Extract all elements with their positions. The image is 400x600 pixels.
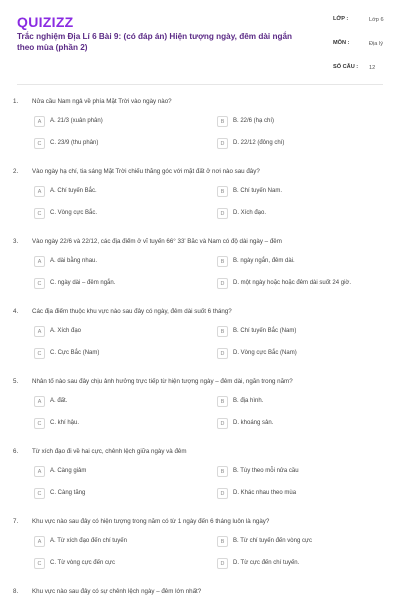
option-letter: B [217, 256, 228, 267]
option-letter: C [34, 558, 45, 569]
option-text: D. Vòng cực Bắc (Nam) [233, 350, 297, 356]
question-number: 1. [13, 98, 19, 105]
option-text: C. Cực Bắc (Nam) [50, 350, 100, 356]
option-text: C. Từ vòng cực đến cực [50, 560, 115, 566]
question-number: 8. [13, 588, 19, 595]
question-item [0, 304, 400, 374]
option-text: D. Xích đạo. [233, 210, 267, 216]
quizizz-logo: QUIZIZZ [17, 14, 74, 30]
option-text: C. ngày dài – đêm ngắn. [50, 280, 116, 286]
question-number: 7. [13, 518, 19, 525]
option-letter: B [217, 396, 228, 407]
option-letter: C [34, 208, 45, 219]
option-letter: D [217, 138, 228, 149]
option-letter: A [34, 466, 45, 477]
question-number: 2. [13, 168, 19, 175]
option-text: B. địa hình. [233, 398, 264, 404]
option-letter: A [34, 256, 45, 267]
option-text: A. Xích đạo [50, 328, 82, 334]
option-text: D. Khác nhau theo mùa [233, 490, 297, 496]
worksheet-header [0, 0, 400, 84]
class-value: Lớp 6 [369, 17, 384, 23]
option-text: A. Từ xích đạo đến chí tuyến [50, 538, 127, 544]
option-letter: D [217, 558, 228, 569]
option-letter: D [217, 488, 228, 499]
option-text: A. Chí tuyến Bắc. [50, 188, 97, 194]
option-letter: A [34, 116, 45, 127]
option-letter: C [34, 278, 45, 289]
question-item [0, 374, 400, 444]
option-text: D. 22/12 (đông chí) [233, 140, 285, 146]
option-text: D. khoáng sản. [233, 420, 274, 426]
option-letter: B [217, 326, 228, 337]
option-letter: C [34, 138, 45, 149]
option-text: D. một ngày hoặc hoặc đêm dài suốt 24 giờ. [233, 280, 352, 286]
question-item [0, 584, 400, 600]
question-item [0, 444, 400, 514]
question-item [0, 164, 400, 234]
question-number: 4. [13, 308, 19, 315]
meta-panel [333, 14, 393, 76]
option-letter: C [34, 348, 45, 359]
question-text: Khu vực nào sau đây có sự chênh lệch ngày – đêm lớn nhất? [32, 588, 202, 595]
option-letter: C [34, 488, 45, 499]
question-text: Khu vực nào sau đây có hiện tượng trong năm có từ 1 ngày đến 6 tháng luôn là ngày? [32, 518, 270, 525]
option-text: C. Vòng cực Bắc. [50, 210, 98, 216]
option-letter: A [34, 536, 45, 547]
option-text: B. Tùy theo mỗi nửa cầu [233, 468, 299, 474]
question-text: Nửa cầu Nam ngả về phía Mặt Trời vào ngày nào? [32, 98, 172, 105]
question-text: Nhân tố nào sau đây chịu ảnh hưởng trực tiếp từ hiện tượng ngày – đêm dài, ngắn trong năm? [32, 378, 293, 385]
question-text: Vào ngày hạ chí, tia sáng Mặt Trời chiếu thẳng góc với mặt đất ở nơi nào sau đây? [32, 168, 260, 175]
option-text: A. 21/3 (xuân phân) [50, 118, 103, 124]
page-title: Trắc nghiệm Địa Lí 6 Bài 9: (có đáp án) Hiện tượng ngày, đêm dài ngắn theo mùa (phần 2) [17, 32, 293, 52]
count-value: 12 [369, 65, 376, 71]
option-text: B. ngày ngắn, đêm dài. [233, 258, 295, 264]
option-text: C. 23/9 (thu phân) [50, 140, 99, 146]
option-letter: C [34, 418, 45, 429]
option-letter: B [217, 466, 228, 477]
option-text: B. Chí tuyến Bắc (Nam) [233, 328, 297, 334]
question-item [0, 94, 400, 164]
meta-count-row [333, 62, 393, 76]
question-text: Các địa điểm thuộc khu vực nào sau đây có ngày, đêm dài suốt 6 tháng? [32, 308, 232, 315]
question-item [0, 514, 400, 584]
question-number: 5. [13, 378, 19, 385]
option-text: A. đất. [50, 398, 68, 404]
question-number: 3. [13, 238, 19, 245]
option-letter: A [34, 396, 45, 407]
option-letter: B [217, 116, 228, 127]
class-label: LỚP : [333, 16, 349, 22]
header-divider [17, 84, 383, 85]
option-text: B. 22/6 (hạ chí) [233, 118, 275, 124]
question-item [0, 234, 400, 304]
question-number: 6. [13, 448, 19, 455]
meta-subject-row [333, 38, 393, 62]
option-letter: A [34, 326, 45, 337]
option-text: C. Càng tăng [50, 490, 86, 496]
option-text: A. Càng giảm [50, 468, 87, 474]
option-letter: A [34, 186, 45, 197]
option-letter: D [217, 418, 228, 429]
option-text: B. Từ chí tuyến đến vòng cực [233, 538, 312, 544]
option-letter: D [217, 278, 228, 289]
meta-class-row [333, 14, 393, 38]
question-text: Từ xích đạo đi về hai cực, chênh lệch giữa ngày và đêm [32, 448, 187, 455]
option-text: C. khí hậu. [50, 420, 80, 426]
option-letter: D [217, 348, 228, 359]
option-letter: D [217, 208, 228, 219]
option-letter: B [217, 186, 228, 197]
option-text: D. Từ cực đến chí tuyến. [233, 560, 300, 566]
option-letter: B [217, 536, 228, 547]
subject-label: MÔN : [333, 40, 350, 46]
option-text: A. dài bằng nhau. [50, 258, 98, 264]
count-label: SỐ CÂU : [333, 64, 359, 70]
question-text: Vào ngày 22/6 và 22/12, các địa điểm ở vĩ tuyến 66° 33' Bắc và Nam có độ dài ngày – đêm [32, 238, 282, 245]
subject-value: Địa lý [369, 41, 383, 47]
option-text: B. Chí tuyến Nam. [233, 188, 283, 194]
